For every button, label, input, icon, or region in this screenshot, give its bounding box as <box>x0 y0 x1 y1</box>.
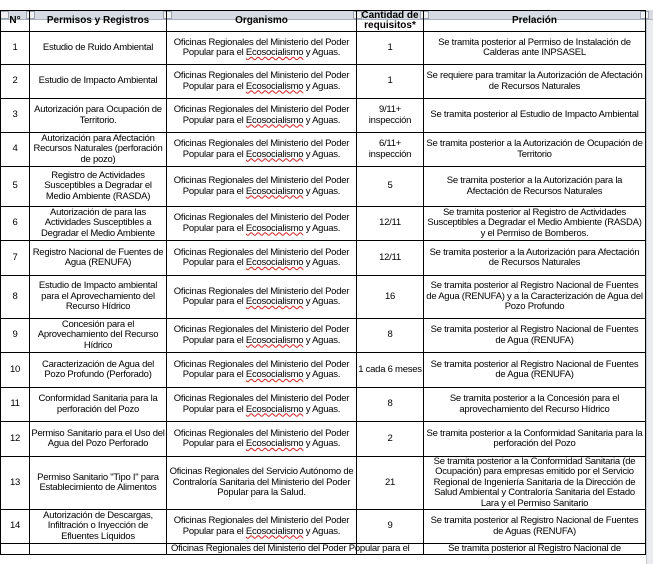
spellcheck-word[interactable]: Ecosocialismo <box>245 80 304 92</box>
requirements-count[interactable]: 9 <box>357 510 424 544</box>
vertical-scrollbar[interactable] <box>646 20 653 564</box>
precedence[interactable]: Se tramita posterior al Estudio de Impacto Ambiental <box>424 99 646 133</box>
organization[interactable] <box>167 543 410 555</box>
requirements-count[interactable]: 8 <box>357 388 424 422</box>
requirements-count[interactable]: 5 <box>357 167 424 207</box>
organization-text: y Aguas. <box>303 296 341 307</box>
spellcheck-word[interactable]: Ecosocialismo <box>245 47 304 58</box>
requirements-count[interactable]: 6/11+ inspección <box>357 133 424 167</box>
organization[interactable] <box>167 388 357 422</box>
spellcheck-word[interactable]: Ecosocialismo <box>245 438 304 449</box>
row-number[interactable]: 8 <box>1 276 30 319</box>
permit-name[interactable]: Autorización para Ocupación de Territorio. <box>30 99 167 133</box>
row-number[interactable]: 5 <box>1 167 30 207</box>
requirements-count[interactable]: 8 <box>357 319 424 353</box>
organization-text: Oficinas Regionales del Ministerio del Poder Popular para el <box>171 543 410 555</box>
organization[interactable] <box>167 353 357 388</box>
organization[interactable] <box>167 241 357 276</box>
precedence[interactable]: Se tramita posterior al Registro Nacional de Fuentes de Aguas (RENUFA) <box>424 510 646 544</box>
organization-text: y Aguas. <box>303 369 341 380</box>
row-number[interactable]: 14 <box>1 510 30 544</box>
organization-text: y Aguas. <box>303 334 341 346</box>
organization[interactable] <box>167 133 357 167</box>
organization-text: Oficinas Regionales del Ministerio del Poder Popular para el <box>173 358 350 380</box>
requirements-count[interactable]: 1 <box>357 65 424 99</box>
organization-text: Oficinas Regionales del Ministerio del Poder Popular para el <box>173 324 350 346</box>
requirements-count[interactable]: 1 cada 6 meses <box>357 353 424 388</box>
precedence[interactable]: Se tramita posterior a la Conformidad Sanitaria (de Ocupación) para empresas emitido por el Servicio Regional de Ingeniería Sanitaria de la Dirección de Salud Ambiental y Contraloría Sanitaria del Estado Lara y el Permiso Sanitario <box>424 457 646 510</box>
spellcheck-word[interactable]: Ecosocialismo <box>245 296 304 307</box>
spellcheck-word[interactable]: Ecosocialismo <box>245 257 304 268</box>
requirements-count[interactable]: 2 <box>357 422 424 457</box>
header-precedence: Prelación <box>424 11 646 32</box>
precedence[interactable]: Se tramita posterior a la Conformidad Sanitaria para la perforación del Pozo <box>424 422 646 457</box>
requirements-count[interactable]: 1 <box>357 32 424 65</box>
organization-text: Oficinas Regionales del Ministerio del Poder Popular para el <box>173 515 350 537</box>
table-row <box>1 422 646 457</box>
permit-name[interactable]: Permiso Sanitario "Tipo I" para Establecimiento de Alimentos <box>30 457 167 510</box>
organization-text: Oficinas Regionales del Ministerio del Poder Popular para el <box>173 104 350 126</box>
permit-name[interactable]: Autorización para Afectación Recursos Naturales (perforación de pozo) <box>30 133 167 167</box>
organization[interactable] <box>167 276 357 319</box>
permit-name[interactable]: Registro Nacional de Fuentes de Agua (RENUFA) <box>30 241 167 276</box>
table-row <box>1 99 646 133</box>
spellcheck-word[interactable]: Ecosocialismo <box>245 403 304 415</box>
permit-name[interactable]: Estudio de Ruido Ambiental <box>30 32 167 65</box>
precedence[interactable]: Se tramita posterior al Registro Nacional de Fuentes de Agua (RENUFA) <box>424 319 646 353</box>
organization[interactable] <box>167 510 357 544</box>
row-number[interactable]: 3 <box>1 99 30 133</box>
row-number[interactable]: 11 <box>1 388 30 422</box>
organization-text: Oficinas Regionales del Ministerio del Poder Popular para el <box>173 285 350 307</box>
table-row <box>1 544 646 555</box>
organization-text: y Aguas. <box>303 222 341 234</box>
row-number[interactable]: 6 <box>1 207 30 241</box>
organization[interactable] <box>167 167 357 207</box>
permit-name[interactable]: Autorización de Descargas, Infiltración o Inyección de Efluentes Líquidos <box>30 510 167 544</box>
organization-text: y Aguas. <box>303 257 341 268</box>
table-row <box>1 133 646 167</box>
organization[interactable]: Oficinas Regionales del Servicio Autónomo de Contraloría Sanitaria del Ministerio del Poder Popular para la Salud. <box>167 457 357 510</box>
table-row <box>1 353 646 388</box>
row-number[interactable]: 4 <box>1 133 30 167</box>
organization-text: y Aguas. <box>303 403 341 415</box>
requirements-count[interactable]: 12/11 <box>357 207 424 241</box>
table-row <box>1 241 646 276</box>
precedence[interactable]: Se tramita posterior al Registro Nacional de Fuentes de Agua (RENUFA) y a la Caracterización de Agua del Pozo Profundo <box>424 276 646 319</box>
spellcheck-word[interactable]: Ecosocialismo <box>245 148 304 160</box>
organization-text: Oficinas Regionales del Ministerio del Poder Popular para el <box>173 36 350 58</box>
organization-text: Oficinas Regionales del Ministerio del Poder Popular para el <box>173 138 350 160</box>
organization-text: y Aguas. <box>303 438 341 449</box>
row-number[interactable]: 2 <box>1 65 30 99</box>
table-row <box>1 319 646 353</box>
header-requirements: Cantidad de requisitos* <box>357 11 424 32</box>
row-number[interactable] <box>1 544 30 555</box>
document-page[interactable] <box>0 10 646 555</box>
row-number[interactable]: 1 <box>1 32 30 65</box>
organization-text: Oficinas Regionales del Ministerio del Poder Popular para el <box>173 427 350 449</box>
organization-text: Oficinas Regionales del Ministerio del Poder Popular para el <box>173 212 350 234</box>
organization-text: y Aguas. <box>303 80 341 92</box>
organization-text: y Aguas. <box>303 47 341 58</box>
precedence[interactable]: Se tramita posterior al Registro Nacional de Fuentes de Agua (RENUFA) <box>424 353 646 388</box>
requirements-count[interactable]: 16 <box>357 276 424 319</box>
header-organization: Organismo <box>167 11 357 32</box>
organization[interactable] <box>167 65 357 99</box>
table-row <box>1 65 646 99</box>
spellcheck-word[interactable]: Ecosocialismo <box>245 369 304 380</box>
row-number[interactable]: 12 <box>1 422 30 457</box>
precedence[interactable]: Se tramita posterior a la Concesión para el aprovechamiento del Recurso Hídrico <box>424 388 646 422</box>
permit-name[interactable]: Concesión para el Aprovechamiento del Recurso Hídrico <box>30 319 167 353</box>
permit-name[interactable]: Autorización de para las Actividades Susceptibles a Degradar el Medio Ambiente <box>30 207 167 241</box>
organization[interactable] <box>167 99 357 133</box>
row-number[interactable]: 13 <box>1 457 30 510</box>
permit-name[interactable] <box>30 544 167 555</box>
spellcheck-word[interactable]: Ecosocialismo <box>245 334 304 346</box>
spellcheck-word[interactable]: Ecosocialismo <box>245 114 304 126</box>
row-number[interactable]: 9 <box>1 319 30 353</box>
precedence[interactable]: Se tramita posterior a la Autorización para la Afectación de Recursos Naturales <box>424 167 646 207</box>
organization[interactable] <box>167 319 357 353</box>
organization[interactable] <box>167 207 357 241</box>
organization-text: Oficinas Regionales del Ministerio del Poder Popular para el <box>173 246 350 268</box>
requirements-count[interactable]: 12/11 <box>357 241 424 276</box>
permit-name[interactable]: Caracterización de Agua del Pozo Profundo (Perforado) <box>30 353 167 388</box>
organization-text: y Aguas. <box>303 114 341 126</box>
permit-name[interactable]: Registro de Actividades Susceptibles a Degradar el Medio Ambiente (RASDA) <box>30 167 167 207</box>
organization[interactable] <box>167 32 357 65</box>
table-row <box>1 32 646 65</box>
precedence[interactable]: Se tramita posterior al Registro de Actividades Susceptibles a Degradar el Medio Ambiente (RASDA) y el Permiso de Bomberos. <box>424 207 646 241</box>
spellcheck-word[interactable]: Ecosocialismo <box>245 222 304 234</box>
table-row <box>1 510 646 544</box>
requirements-count[interactable]: 21 <box>357 457 424 510</box>
header-number: N° <box>1 11 30 32</box>
row-number[interactable]: 7 <box>1 241 30 276</box>
organization[interactable] <box>167 422 357 457</box>
table-row <box>1 388 646 422</box>
organization-text: Oficinas Regionales del Ministerio del Poder Popular para el <box>173 175 350 197</box>
organization-text: y Aguas. <box>303 185 341 197</box>
table-row <box>1 207 646 241</box>
spellcheck-word[interactable]: Ecosocialismo <box>245 185 304 197</box>
precedence[interactable]: Se requiere para tramitar la Autorización de Afectación de Recursos Naturales <box>424 65 646 99</box>
table-row <box>1 167 646 207</box>
permit-name[interactable]: Conformidad Sanitaria para la perforación del Pozo <box>30 388 167 422</box>
table-row <box>1 457 646 510</box>
header-permits: Permisos y Registros <box>30 11 167 32</box>
permit-name[interactable]: Estudio de Impacto Ambiental <box>30 65 167 99</box>
row-number[interactable]: 10 <box>1 353 30 388</box>
table-row <box>1 276 646 319</box>
spellcheck-word[interactable]: Ecosocialismo <box>245 525 304 537</box>
organization-text: y Aguas. <box>303 148 341 160</box>
permit-name[interactable]: Estudio de Impacto ambiental para el Aprovechamiento del Recurso Hídrico <box>30 276 167 319</box>
organization-text: Oficinas Regionales del Ministerio del Poder Popular para el <box>173 70 350 92</box>
permits-table <box>0 10 646 555</box>
requirements-count[interactable]: 9/11+ inspección <box>357 99 424 133</box>
organization-text: y Aguas. <box>303 525 341 537</box>
permit-name[interactable]: Permiso Sanitario para el Uso del Agua del Pozo Perforado <box>30 422 167 457</box>
precedence[interactable]: Se tramita posterior a la Autorización de Ocupación de Territorio <box>424 133 646 167</box>
organization-text: Oficinas Regionales del Ministerio del Poder Popular para el <box>173 393 350 415</box>
precedence[interactable]: Se tramita posterior al Registro Nacional de <box>424 544 646 555</box>
table-header-row <box>1 11 646 32</box>
precedence[interactable]: Se tramita posterior al Permiso de Instalación de Calderas ante INPSASEL <box>424 32 646 65</box>
precedence[interactable]: Se tramita posterior a la Autorización para Afectación de Recursos Naturales <box>424 241 646 276</box>
